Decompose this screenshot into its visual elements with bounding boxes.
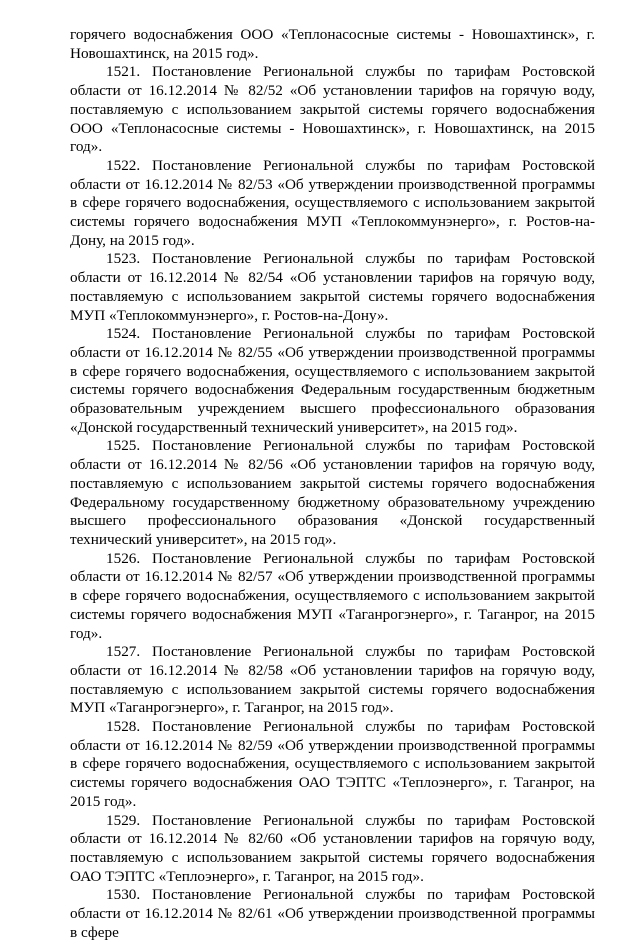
list-item-1522: 1522. Постановление Региональной службы по тарифам Ростовской области от 16.12.2014 № 82/53 «Об утверждении производственной программы в сфере горячего водоснабжения, осуществляемого с использованием закрытой системы горячего водоснабжения МУП «Теплокоммунэнерго», г. Ростов-на-Дону, на 2015 год». [70,156,595,249]
list-item-1523: 1523. Постановление Региональной службы по тарифам Ростовской области от 16.12.2014 № 82/54 «Об установлении тарифов на горячую воду, поставляемую с использованием закрытой системы горячего водоснабжения МУП «Теплокоммунэнерго», г. Ростов-на-Дону». [70,250,595,324]
list-item-1524: 1524. Постановление Региональной службы по тарифам Ростовской области от 16.12.2014 № 82/55 «Об утверждении производственной программы в сфере горячего водоснабжения, осуществляемого с использованием закрытой системы горячего водоснабжения Федеральным государственным бюджетным образовательным учреждением высшего профессионального образования «Донской государственный технический университет», на 2015 год». [70,325,595,436]
list-item-1525: 1525. Постановление Региональной службы по тарифам Ростовской области от 16.12.2014 № 82/56 «Об установлении тарифов на горячую воду, поставляемую с использованием закрытой системы горячего водоснабжения Федеральному государственному бюджетному образовательному учреждению высшего профессионального образования «Донской государственный технический университет», на 2015 год». [70,437,595,548]
list-item-1521: 1521. Постановление Региональной службы по тарифам Ростовской области от 16.12.2014 № 82/52 «Об установлении тарифов на горячую воду, поставляемую с использованием закрытой системы горячего водоснабжения ООО «Теплонасосные системы - Новошахтинск», г. Новошахтинск, на 2015 год». [70,63,595,156]
list-item-1526: 1526. Постановление Региональной службы по тарифам Ростовской области от 16.12.2014 № 82/57 «Об утверждении производственной программы в сфере горячего водоснабжения, осуществляемого с использованием закрытой системы горячего водоснабжения МУП «Таганрогэнерго», г. Таганрог, на 2015 год». [70,549,595,642]
list-item-1528: 1528. Постановление Региональной службы по тарифам Ростовской области от 16.12.2014 № 82/59 «Об утверждении производственной программы в сфере горячего водоснабжения, осуществляемого с использованием закрытой системы горячего водоснабжения ОАО ТЭПТС «Теплоэнерго», г. Таганрог, на 2015 год». [70,718,595,810]
document-page [70,26,595,942]
list-item-1527: 1527. Постановление Региональной службы по тарифам Ростовской области от 16.12.2014 № 82/58 «Об установлении тарифов на горячую воду, поставляемую с использованием закрытой системы горячего водоснабжения МУП «Таганрогэнерго», г. Таганрог, на 2015 год». [70,643,595,717]
list-item-1529: 1529. Постановление Региональной службы по тарифам Ростовской области от 16.12.2014 № 82/60 «Об установлении тарифов на горячую воду, поставляемую с использованием закрытой системы горячего водоснабжения ОАО ТЭПТС «Теплоэнерго», г. Таганрог, на 2015 год». [70,811,595,885]
list-item-1530: 1530. Постановление Региональной службы по тарифам Ростовской области от 16.12.2014 № 82/61 «Об утверждении производственной программы в сфере [70,886,595,941]
paragraph-continuation: горячего водоснабжения ООО «Теплонасосные системы - Новошахтинск», г. Новошахтинск, на 2015 год». [70,26,595,62]
